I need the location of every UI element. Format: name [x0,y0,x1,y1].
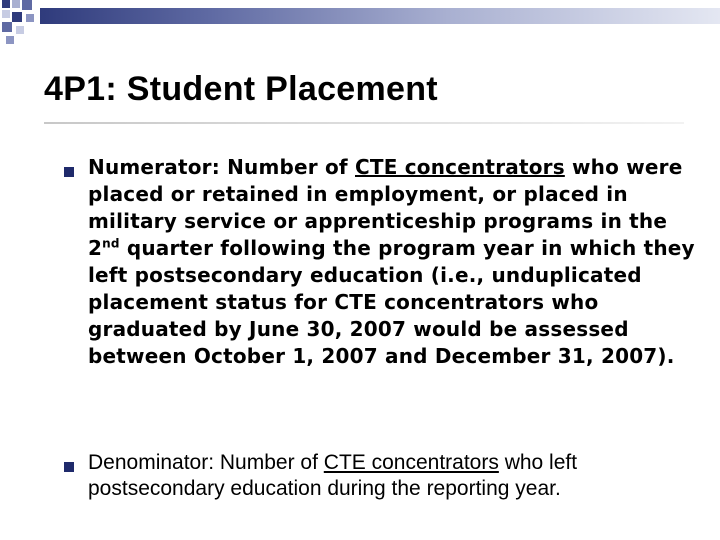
header-decoration [0,0,720,48]
header-square [12,12,22,22]
title-divider [44,122,684,124]
square-bullet-icon [64,167,74,177]
header-square [2,0,10,8]
square-bullet-icon [64,462,74,472]
numerator-body: who were placed or retained in employment, or placed in military service or apprenticeship programs in the 2 [88,155,683,260]
ordinal-superscript: nd [102,236,120,251]
denominator-term: CTE concentrators [323,451,499,474]
header-square [12,0,20,8]
header-square [6,36,14,44]
header-square [22,0,32,10]
header-square [2,22,12,32]
header-square [26,14,34,22]
denominator-prefix: Denominator: Number of [88,451,324,474]
header-gradient-strip [40,8,720,24]
denominator-rest: who left postsecondary education during the reporting year. [88,451,578,500]
denominator-paragraph [88,450,708,502]
slide-title: 4P1: Student Placement [44,70,438,108]
numerator-prefix: Numerator: Number of [88,155,355,179]
header-square [2,10,10,18]
numerator-rest: quarter following the program year in which they left postsecondary education (i.e., unduplicated placement status for CTE concentrators who graduated by June 30, 2007 would be assessed between October 1, 2007 and December 31, 2007). [88,236,695,368]
header-square [16,26,24,34]
numerator-term: CTE concentrators [355,155,565,179]
numerator-paragraph [88,154,698,370]
